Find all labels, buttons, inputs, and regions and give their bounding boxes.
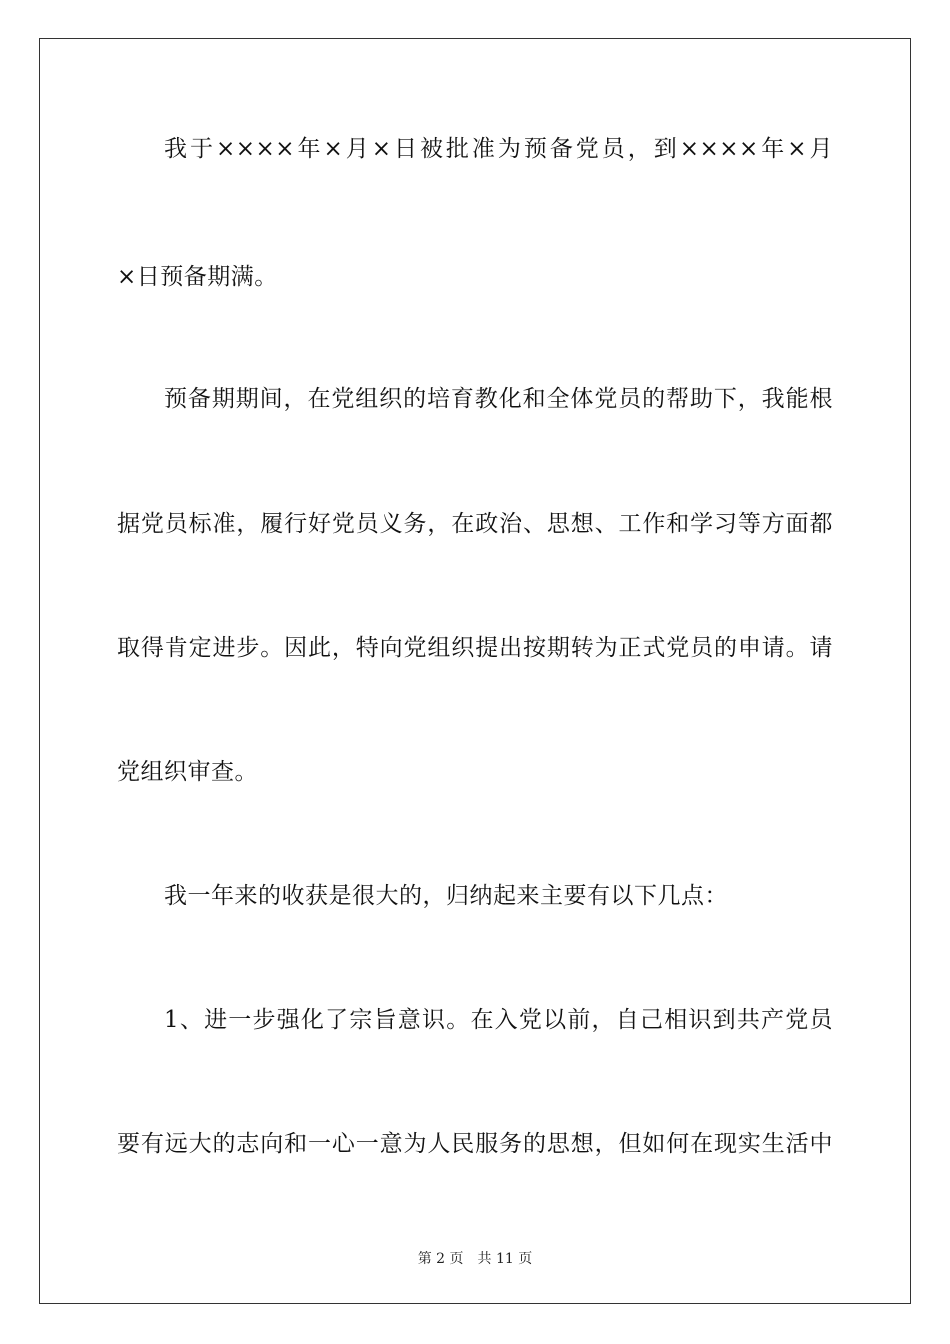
- body-line-7: 我一年来的收获是很大的，归纳起来主要有以下几点：: [164, 883, 728, 909]
- body-line-8: 1、进一步强化了宗旨意识。在入党以前，自己相识到共产党员: [164, 1007, 833, 1033]
- body-line-4: 据党员标准，履行好党员义务，在政治、思想、工作和学习等方面都: [117, 511, 833, 537]
- body-line-2: ×日预备期满。: [117, 264, 278, 290]
- page-number: 第 2 页: [417, 1251, 464, 1267]
- body-line-6: 党组织审查。: [117, 759, 258, 785]
- body-line-3: 预备期期间，在党组织的培育教化和全体党员的帮助下，我能根: [164, 386, 833, 412]
- page-total: 共 11 页: [477, 1251, 533, 1267]
- page-footer: [0, 1248, 950, 1268]
- body-line-5: 取得肯定进步。因此，特向党组织提出按期转为正式党员的申请。请: [117, 635, 833, 661]
- page-border: [39, 38, 911, 1304]
- body-line-1: 我于××××年×月×日被批准为预备党员，到××××年×月: [164, 136, 833, 162]
- body-line-9: 要有远大的志向和一心一意为人民服务的思想，但如何在现实生活中: [117, 1131, 833, 1157]
